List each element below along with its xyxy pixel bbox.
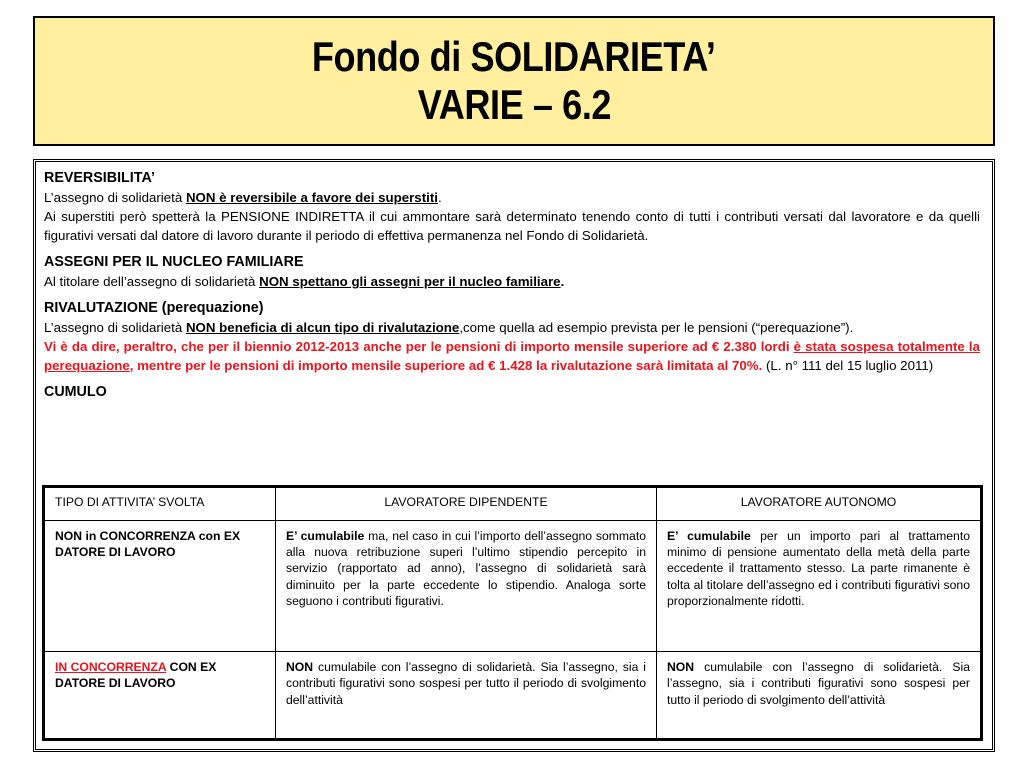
section-heading-reversibilita: REVERSIBILITA’ xyxy=(44,170,155,186)
rivalutazione-paragraph-1: L’assegno di solidarietà NON beneficia di alcun tipo di rivalutazione,come quella ad esempio prevista per le pensioni (“perequazione”). xyxy=(44,320,854,335)
row-label: IN CONCORRENZA CON EX DATORE DI LAVORO xyxy=(44,652,276,740)
title-line-2: VARIE – 6.2 xyxy=(417,81,611,128)
assegni-paragraph: Al titolare dell’assegno di solidarietà NON spettano gli assegni per il nucleo familiare. xyxy=(44,274,565,289)
table-cell: NON cumulabile con l’assegno di solidarietà. Sia l’assegno, sia i contributi figurativi sono sospesi per tutto il periodo di svolgimento dell’attività xyxy=(657,652,982,740)
emphasis-text: NON spettano gli assegni per il nucleo familiare xyxy=(259,274,561,289)
reversibilita-paragraph-2: Ai superstiti però spetterà la PENSIONE INDIRETTA il cui ammontare sarà determinato tenendo conto di tutti i contributi versati dal lavoratore e da quelli figurativi versati dal datore di lavoro durante il periodo di effettiva permanenza nel Fondo di Solidarietà. xyxy=(44,209,980,243)
column-header: TIPO DI ATTIVITA’ SVOLTA xyxy=(44,487,276,521)
section-heading-assegni: ASSEGNI PER IL NUCLEO FAMILIARE xyxy=(44,254,304,270)
reversibilita-paragraph-1: L’assegno di solidarietà NON è reversibile a favore dei superstiti. xyxy=(44,190,442,205)
table-cell: NON cumulabile con l’assegno di solidarietà. Sia l’assegno, sia i contributi figurativi sono sospesi per tutto il periodo di svolgimento dell’attività xyxy=(276,652,657,740)
red-underlined-text: è stata sospesa totalmente la perequazione xyxy=(44,339,980,373)
table-cell: E’ cumulabile per un importo pari al trattamento minimo di pensione aumentato della metà della parte eccedente il trattamento stesso. La parte rimanente è tolta al titolare dell’assegno ed i contributi figurativi sono proporzionalmente ridotti. xyxy=(657,521,982,652)
table-row xyxy=(44,521,982,652)
column-header: LAVORATORE DIPENDENTE xyxy=(276,487,657,521)
rivalutazione-paragraph-red: Vi è da dire, peraltro, che per il biennio 2012-2013 anche per le pensioni di importo mensile superiore ad € 2.380 lordi è stata sospesa totalmente la perequazione, mentre per le pensioni di importo mensile superiore ad € 1.428 la rivalutazione sarà limitata al 70%. (L. n° 111 del 15 luglio 2011) xyxy=(44,339,980,373)
title-line-1: Fondo di SOLIDARIETA’ xyxy=(312,33,716,80)
section-heading-rivalutazione: RIVALUTAZIONE (perequazione) xyxy=(44,300,264,316)
table-row xyxy=(44,652,982,740)
content-body xyxy=(44,168,980,402)
table-header-row xyxy=(44,487,982,521)
column-header: LAVORATORE AUTONOMO xyxy=(657,487,982,521)
emphasis-text: NON beneficia di alcun tipo di rivalutazione xyxy=(185,320,460,335)
cumulo-table xyxy=(42,485,983,741)
row-label: NON in CONCORRENZA con EX DATORE DI LAVORO xyxy=(44,521,276,652)
section-heading-cumulo: CUMULO xyxy=(44,384,107,400)
emphasis-text: NON è reversibile a favore dei superstiti xyxy=(185,190,438,205)
table-cell: E’ cumulabile ma, nel caso in cui l’importo dell’assegno sommato alla nuova retribuzione superi l’ultimo stipendio percepito in servizio (rapportato ad anno), l’assegno di solidarietà sarà diminuito per la parte eccedente lo stipendio. Analoga sorte seguono i contributi figurativi. xyxy=(276,521,657,652)
title-banner xyxy=(33,16,995,146)
